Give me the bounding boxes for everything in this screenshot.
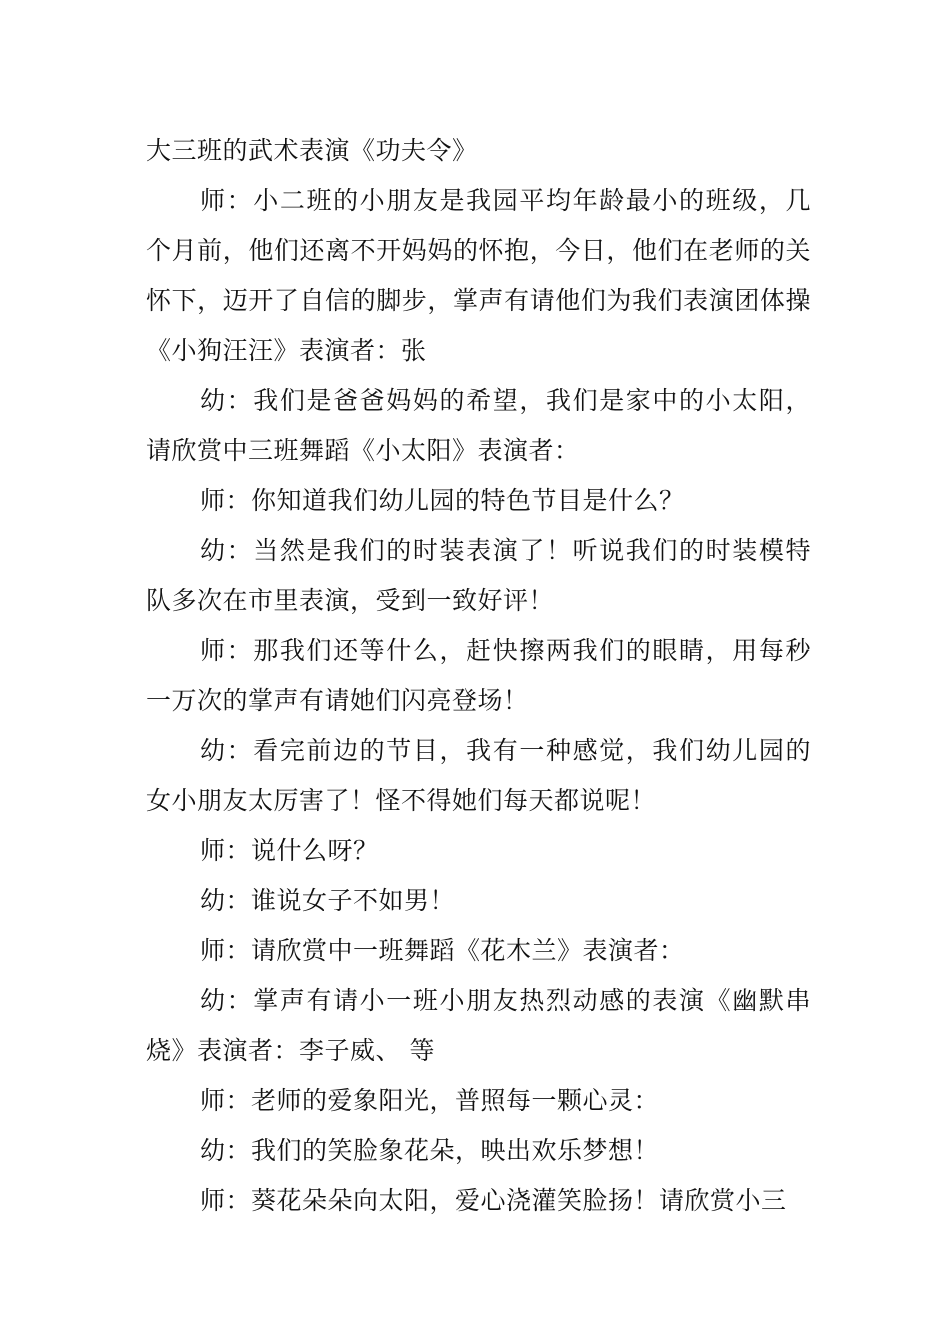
paragraph-5: 幼：当然是我们的时装表演了！听说我们的时装模特队多次在市里表演，受到一致好评！: [146, 536, 811, 615]
paragraph-7: 幼：看完前边的节目，我有一种感觉，我们幼儿园的女小朋友太厉害了！怪不得她们每天都说呢！: [146, 736, 811, 815]
paragraph-6: 师：那我们还等什么，赶快擦两我们的眼睛，用每秒一万次的掌声有请她们闪亮登场！: [146, 636, 811, 715]
paragraph-11: 幼：掌声有请小一班小朋友热烈动感的表演《幽默串烧》表演者：李子威、 等: [146, 986, 811, 1065]
paragraph-8: 师：说什么呀？: [200, 836, 379, 865]
paragraph-4: 师：你知道我们幼儿园的特色节目是什么？: [200, 486, 685, 515]
paragraph-13: 幼：我们的笑脸象花朵，映出欢乐梦想！: [200, 1136, 660, 1165]
document-body: [146, 126, 811, 1226]
paragraph-9: 幼：谁说女子不如男！: [200, 886, 456, 915]
paragraph-2: 师：小二班的小朋友是我园平均年龄最小的班级，几个月前，他们还离不开妈妈的怀抱，今日，他们在老师的关怀下，迈开了自信的脚步，掌声有请他们为我们表演团体操《小狗汪汪》表演者：张: [146, 186, 811, 365]
paragraph-3: 幼：我们是爸爸妈妈的希望，我们是家中的小太阳，请欣赏中三班舞蹈《小太阳》表演者：: [146, 386, 811, 465]
paragraph-14: 师：葵花朵朵向太阳，爱心浇灌笑脸扬！请欣赏小三: [200, 1186, 787, 1215]
paragraph-1: 大三班的武术表演《功夫令》: [146, 136, 478, 165]
paragraph-12: 师：老师的爱象阳光，普照每一颗心灵：: [200, 1086, 660, 1115]
paragraph-10: 师：请欣赏中一班舞蹈《花木兰》表演者：: [200, 936, 685, 965]
